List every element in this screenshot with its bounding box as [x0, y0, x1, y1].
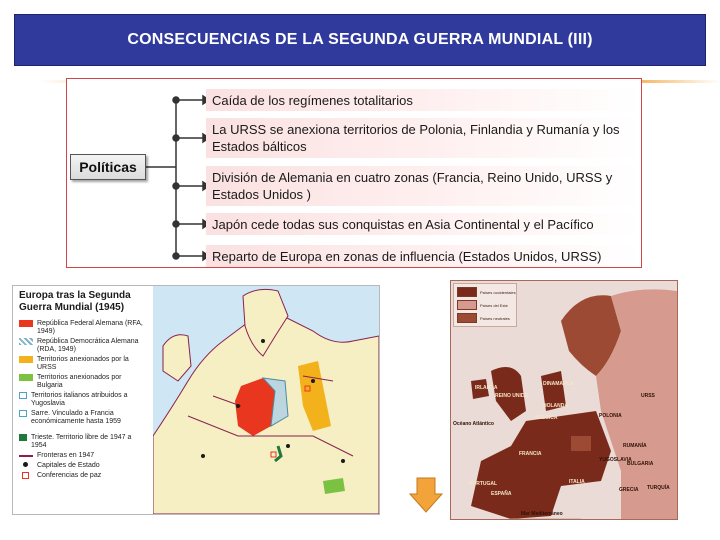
concept-item: Japón cede todas sus conquistas en Asia Continental y el Pacífico	[206, 213, 640, 235]
legend-swatch	[457, 287, 477, 297]
map-label: PORTUGAL	[469, 481, 498, 487]
map-label: IRLANDA	[475, 385, 498, 391]
legend-swatch	[457, 300, 477, 310]
legend-item	[19, 320, 147, 336]
europe-blocs-map	[450, 280, 678, 520]
legend-label: Fronteras en 1947	[37, 452, 95, 459]
concept-item: Caída de los regímenes totalitarios	[206, 89, 640, 111]
map-label: POLONIA	[599, 413, 622, 419]
legend-item	[19, 472, 147, 480]
map-label: FRANCIA	[519, 451, 542, 457]
legend-label: Territorios anexionados por la URSS	[37, 356, 129, 371]
legend-item	[457, 287, 516, 297]
legend-swatch	[19, 374, 33, 381]
concept-item: La URSS se anexiona territorios de Polonia, Finlandia y Rumanía y los Estados bálticos	[206, 118, 640, 158]
legend-item	[19, 410, 141, 426]
legend-item	[19, 356, 147, 372]
legend-swatch	[22, 472, 29, 479]
legend-label: Conferencias de paz	[37, 472, 102, 479]
legend-swatch	[19, 434, 27, 441]
map-label: GRECIA	[619, 487, 639, 493]
map-label: Océano Atlántico	[453, 421, 494, 427]
legend-label: República Federal Alemana (RFA, 1949)	[37, 320, 143, 335]
map-label: RUMANÍA	[623, 443, 647, 449]
legend-label: Países occidentales	[480, 289, 516, 295]
legend-label: Sarre. Vinculado a Francia económicamente hasta 1959	[31, 410, 121, 425]
legend-swatch	[19, 410, 27, 417]
legend-swatch	[19, 356, 33, 363]
legend-swatch	[19, 455, 33, 457]
concept-root-politicas: Políticas	[70, 154, 146, 180]
legend-item	[19, 434, 141, 450]
map-label: DINAMARCA	[543, 381, 574, 387]
legend-label: Países neutrales	[480, 315, 510, 321]
map-label: HOLANDA	[543, 403, 568, 409]
legend-label: Trieste. Territorio libre de 1947 a 1954	[31, 434, 132, 449]
legend-swatch	[19, 392, 27, 399]
map-label: Mar Mediterráneo	[521, 511, 563, 517]
map-label: TURQUÍA	[647, 485, 670, 491]
legend-label: Territorios anexionados por Bulgaria	[37, 374, 122, 389]
legend-item	[19, 392, 141, 408]
map-label: URSS	[641, 393, 655, 399]
legend-label: Territorios italianos atribuidos a Yugoslavia	[31, 392, 128, 407]
legend-label: República Democrática Alemana (RDA, 1949)	[37, 338, 139, 353]
map-label: REINO UNIDO	[495, 393, 529, 399]
legend-swatch	[23, 462, 28, 467]
legend-item	[19, 374, 147, 390]
map-legend	[13, 286, 153, 514]
legend-item	[457, 300, 508, 310]
map-label: YUGOSLAVIA	[599, 457, 632, 463]
legend-label: Capitales de Estado	[37, 462, 100, 469]
legend-swatch	[19, 320, 33, 327]
concept-item: Reparto de Europa en zonas de influencia (Estados Unidos, URSS)	[206, 245, 640, 267]
legend-label: Países del Este	[480, 302, 508, 308]
map-label: ESPAÑA	[491, 491, 512, 497]
legend-item	[19, 338, 147, 354]
map-label: BULGARIA	[627, 461, 654, 467]
map-label: BÉLGICA	[535, 415, 558, 421]
page-title: CONSECUENCIAS DE LA SEGUNDA GUERRA MUNDIAL (III)	[127, 31, 593, 48]
concept-item: División de Alemania en cuatro zonas (Francia, Reino Unido, URSS y Estados Unidos )	[206, 166, 640, 206]
legend-swatch	[457, 313, 477, 323]
map-legend	[453, 283, 517, 327]
legend-item	[457, 313, 510, 323]
map-title: Europa tras la Segunda Guerra Mundial (1945)	[19, 290, 131, 313]
legend-item	[19, 452, 147, 460]
map-label: ITALIA	[569, 479, 585, 485]
europe-1945-map	[12, 285, 380, 515]
legend-item	[19, 462, 147, 470]
legend-swatch	[19, 338, 33, 345]
arrow-down-icon	[408, 476, 444, 514]
